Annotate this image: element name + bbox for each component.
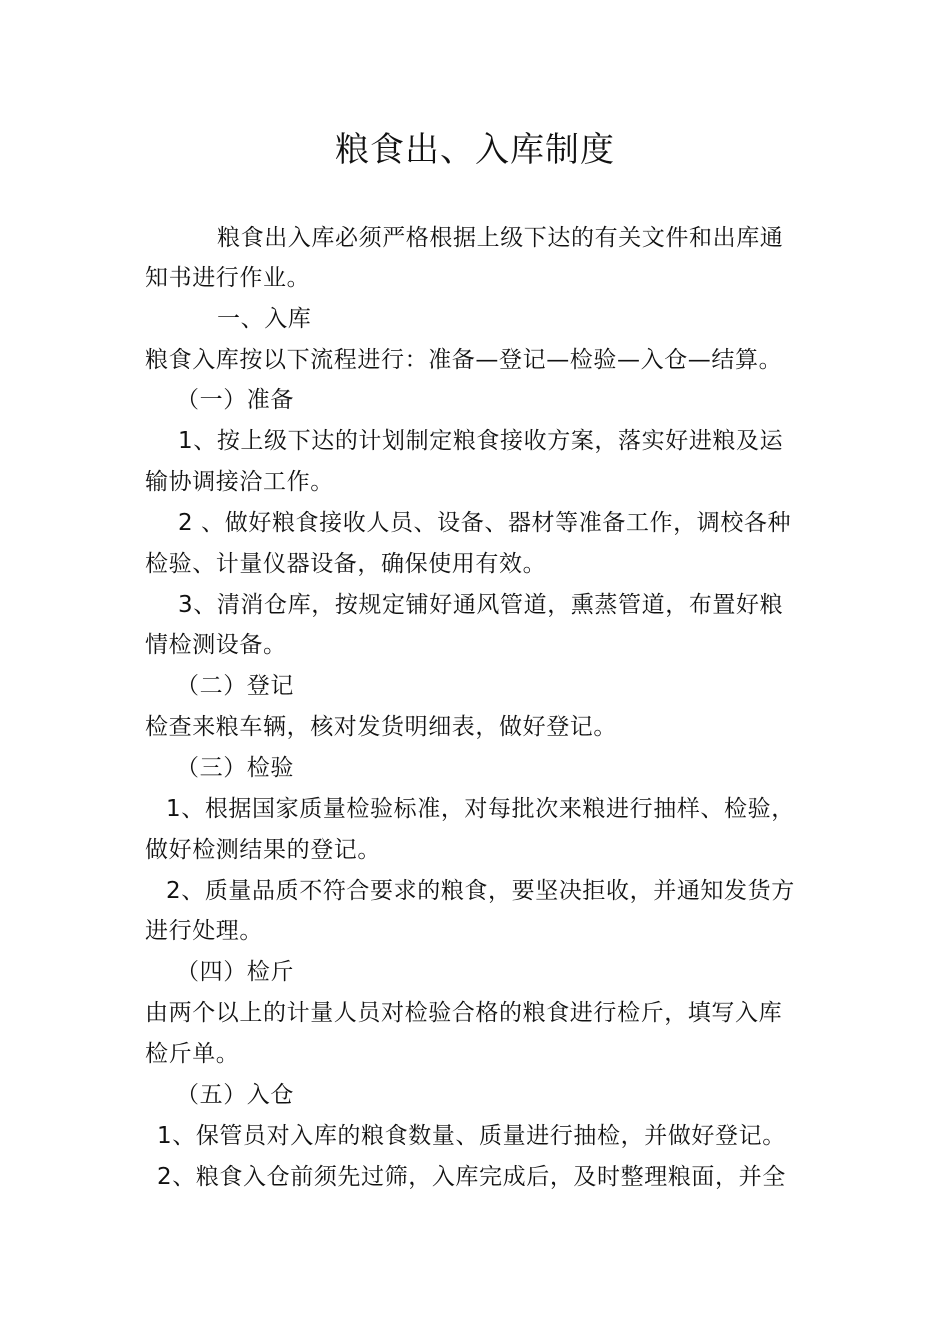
paragraph-line: 2、粮食入仓前须先过筛，入库完成后，及时整理粮面，并全: [157, 1164, 786, 1190]
paragraph-line: 2、质量品质不符合要求的粮食，要坚决拒收，并通知发货方: [166, 878, 795, 904]
paragraph-line: 检验、计量仪器设备，确保使用有效。: [145, 551, 547, 577]
subsection-heading: （四）检斤: [176, 959, 294, 985]
section-heading: 一、入库: [217, 306, 312, 332]
paragraph-line: 1、根据国家质量检验标准，对每批次来粮进行抽样、检验，: [166, 796, 795, 822]
paragraph-line: 输协调接洽工作。: [145, 469, 334, 495]
paragraph-line: 3、清消仓库，按规定铺好通风管道，熏蒸管道，布置好粮: [178, 592, 784, 618]
paragraph-line: 粮食入库按以下流程进行：准备—登记—检验—入仓—结算。: [145, 347, 783, 373]
document-title: 粮食出、入库制度: [335, 130, 615, 170]
paragraph-line: 做好检测结果的登记。: [145, 837, 381, 863]
paragraph-line: 情检测设备。: [145, 632, 287, 658]
subsection-heading: （三）检验: [176, 755, 294, 781]
subsection-heading: （一）准备: [176, 387, 294, 413]
paragraph-line: 由两个以上的计量人员对检验合格的粮食进行检斤，填写入库: [145, 1000, 783, 1026]
paragraph-line: 检斤单。: [145, 1041, 240, 1067]
paragraph-line: 2 、做好粮食接收人员、设备、器材等准备工作，调校各种: [178, 510, 792, 536]
paragraph-line: 知书进行作业。: [145, 265, 311, 291]
paragraph-line: 1、保管员对入库的粮食数量、质量进行抽检，并做好登记。: [157, 1123, 786, 1149]
subsection-heading: （五）入仓: [176, 1082, 294, 1108]
subsection-heading: （二）登记: [176, 673, 294, 699]
paragraph-line: 检查来粮车辆，核对发货明细表，做好登记。: [145, 714, 617, 740]
paragraph-line: 1、按上级下达的计划制定粮食接收方案，落实好进粮及运: [178, 428, 784, 454]
paragraph-line: 粮食出入库必须严格根据上级下达的有关文件和出库通: [217, 225, 784, 251]
paragraph-line: 进行处理。: [145, 918, 263, 944]
